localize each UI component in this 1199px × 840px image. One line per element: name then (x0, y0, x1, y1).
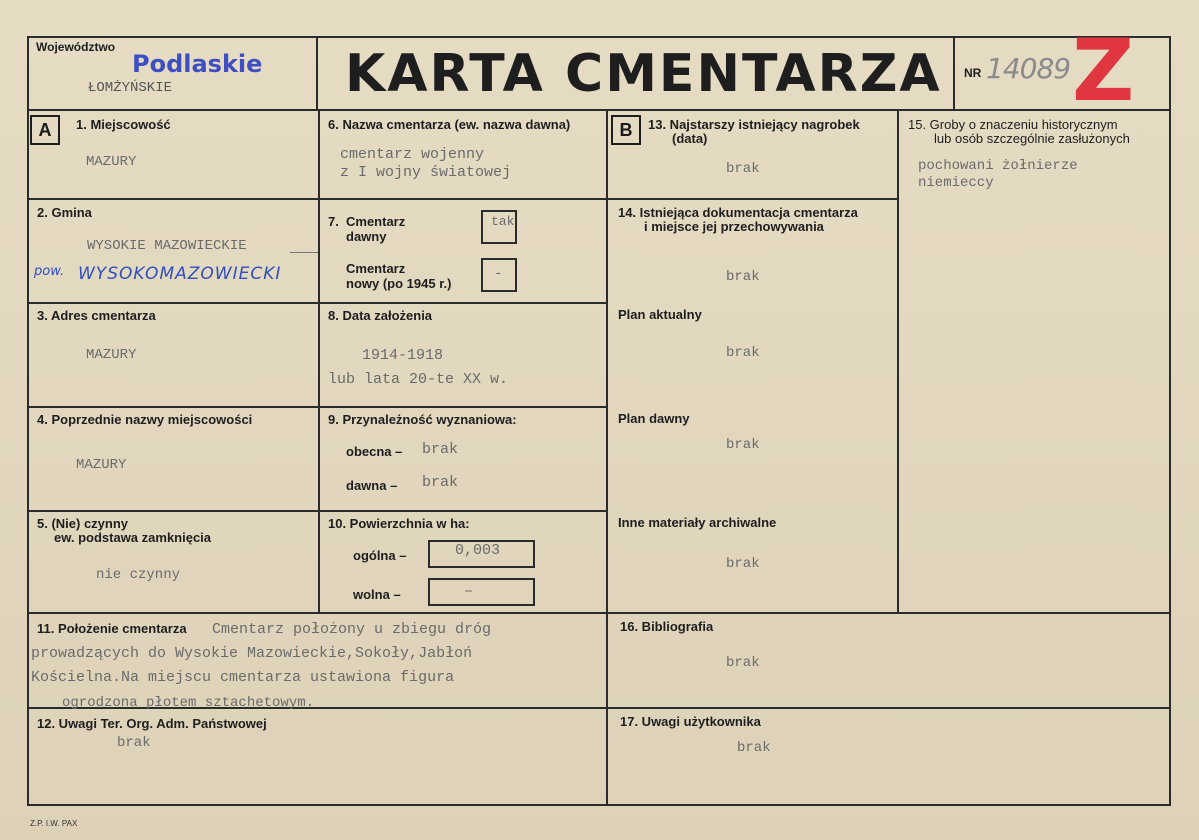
f5-label-1: 5. (Nie) czynny (37, 516, 129, 531)
divider (290, 252, 318, 253)
f1-value: MAZURY (86, 154, 137, 170)
f5-value: nie czynny (96, 567, 181, 583)
f7-old-label-2: dawny (346, 229, 387, 244)
f9-former-label: dawna – (346, 478, 398, 493)
f8-value-2: lub lata 20-te XX w. (328, 371, 509, 388)
f10-total-value: 0,003 (455, 542, 501, 559)
f11-value-2: prowadzących do Wysokie Mazowieckie,Sokoły,Jabłoń (31, 645, 473, 662)
f10-label: 10. Powierzchnia w ha: (328, 516, 470, 531)
f12-label: 12. Uwagi Ter. Org. Adm. Państwowej (37, 716, 267, 731)
f11-label: 11. Położenie cmentarza (37, 621, 187, 636)
f2-pow-label: pow. (34, 264, 65, 279)
f7-new-value: - (494, 266, 503, 282)
plan-old-value: brak (726, 437, 760, 453)
f7-new-label-1: Cmentarz (346, 261, 406, 276)
divider (318, 109, 320, 614)
f2-pow-value: WYSOKOMAZOWIECKI (78, 264, 282, 284)
divider (318, 198, 608, 200)
f13-label-2: (data) (672, 131, 708, 146)
f11-value-4: ogrodzona płotem sztachetowym. (62, 695, 315, 711)
divider (316, 36, 318, 111)
f16-value: brak (726, 655, 760, 671)
f10-free-label: wolna – (353, 587, 401, 602)
f3-value: MAZURY (86, 347, 137, 363)
f5-label-2: ew. podstawa zamknięcia (54, 530, 212, 545)
plan-old-label: Plan dawny (618, 411, 690, 426)
f16-label: 16. Bibliografia (620, 619, 714, 634)
f7-new-label-2: nowy (po 1945 r.) (346, 276, 452, 291)
f11-value-3: Kościelna.Na miejscu cmentarza ustawiona figura (31, 669, 455, 686)
divider (318, 510, 608, 512)
nr-value: 14089 (986, 52, 1071, 85)
f7-old-label-1: Cmentarz (346, 214, 406, 229)
f10-free-box (428, 578, 535, 606)
f11-value-1: Cmentarz położony u zbiegu dróg (212, 621, 492, 638)
wojewodztwo-label: Województwo (36, 40, 116, 54)
f6-value-2: z I wojny światowej (340, 164, 512, 181)
f14-label-2: i miejsce jej przechowywania (644, 219, 824, 234)
f9-current-value: brak (422, 441, 459, 458)
f14-value: brak (726, 269, 760, 285)
f4-value: MAZURY (76, 457, 127, 473)
divider (606, 109, 608, 806)
f10-free-value: – (464, 583, 474, 600)
f6-value-1: cmentarz wojenny (340, 146, 485, 163)
category-mark: Z (1072, 21, 1135, 121)
nr-label: NR (964, 66, 982, 80)
f2-label: 2. Gmina (37, 205, 92, 220)
f13-label-1: 13. Najstarszy istniejący nagrobek (648, 117, 860, 132)
divider (27, 510, 320, 512)
f8-value-1: 1914-1918 (362, 347, 444, 364)
divider (27, 109, 1171, 111)
divider (606, 198, 899, 200)
f13-value: brak (726, 161, 760, 177)
f3-label: 3. Adres cmentarza (37, 308, 156, 323)
f17-label: 17. Uwagi użytkownika (620, 714, 761, 729)
f7-old-value: tak (491, 214, 515, 229)
f9-former-value: brak (422, 474, 459, 491)
f15-value-1: pochowani żołnierze (918, 158, 1078, 174)
f10-total-label: ogólna – (353, 548, 407, 563)
f6-label: 6. Nazwa cmentarza (ew. nazwa dawna) (328, 117, 571, 132)
f1-label: 1. Miejscowość (76, 117, 171, 132)
f12-value: brak (117, 735, 151, 751)
f14-label-1: 14. Istniejąca dokumentacja cmentarza (618, 205, 858, 220)
archival-label: Inne materiały archiwalne (618, 515, 777, 530)
archival-value: brak (726, 556, 760, 572)
section-b-marker: B (611, 115, 641, 145)
f15-value-2: niemieccy (918, 175, 994, 191)
divider (318, 302, 608, 304)
section-a-marker: A (30, 115, 60, 145)
f9-current-label: obecna – (346, 444, 403, 459)
card-title: KARTA CMENTARZA (345, 44, 942, 104)
print-code: Z.P. I.W. PAX (30, 819, 78, 828)
f4-label: 4. Poprzednie nazwy miejscowości (37, 412, 253, 427)
divider (953, 36, 955, 111)
f9-label: 9. Przynależność wyznaniowa: (328, 412, 517, 427)
wojewodztwo-typed: ŁOMŻYŃSKIE (88, 80, 173, 96)
f7-label: 7. (328, 214, 339, 229)
f17-value: brak (737, 740, 771, 756)
f15-label-1: 15. Groby o znaczeniu historycznym (908, 117, 1118, 132)
divider (27, 612, 1171, 614)
divider (27, 198, 320, 200)
divider (897, 109, 899, 614)
f8-label: 8. Data założenia (328, 308, 433, 323)
divider (318, 406, 608, 408)
wojewodztwo-stamp: Podlaskie (132, 50, 263, 78)
plan-current-label: Plan aktualny (618, 307, 702, 322)
f2-value: WYSOKIE MAZOWIECKIE (87, 238, 247, 254)
f15-label-2: lub osób szczególnie zasłużonych (934, 131, 1130, 146)
divider (27, 302, 320, 304)
plan-current-value: brak (726, 345, 760, 361)
divider (27, 406, 320, 408)
